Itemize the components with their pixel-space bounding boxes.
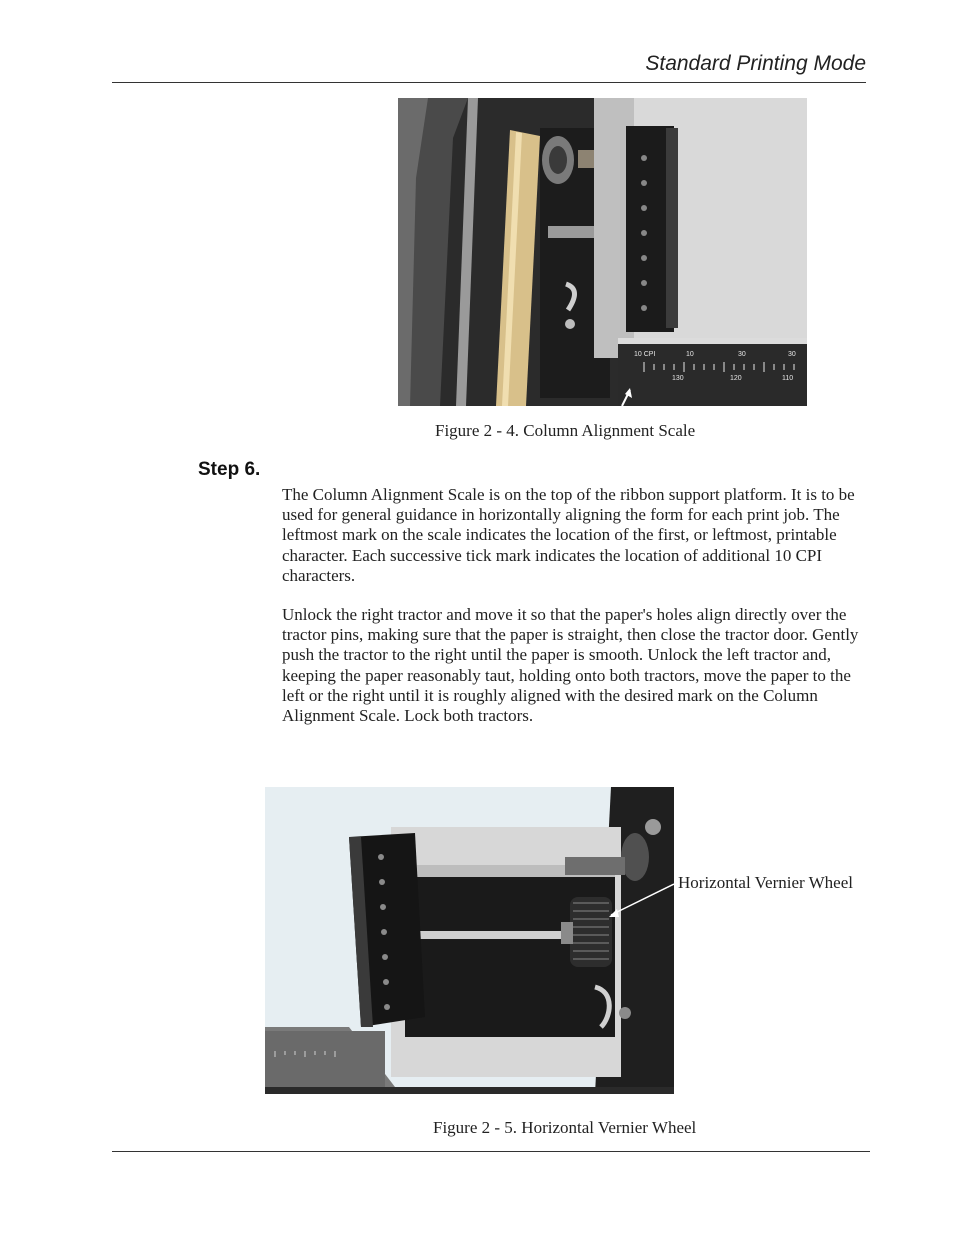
figure-column-alignment-photo (398, 98, 807, 406)
figure-vernier-wheel-photo (265, 787, 674, 1094)
scale-label-10cpi: 10 CPI (634, 351, 656, 358)
paragraph-tractor-instructions: Unlock the right tractor and move it so that the paper's holes align directly over the tractor pins, making sure that the paper is straight, then close the tractor door. Gently push the tractor to the right until the paper is smooth. Unlock the left tractor and, keeping the paper reasonably taut, holding onto both tractors, move the paper to the left or the right until it is roughly aligned with the desired mark on the Column Alignment Scale. Lock both tractors. (282, 605, 859, 726)
scale-label-bottom-1: 130 (672, 375, 684, 382)
scale-label-top-4: 30 (788, 351, 796, 358)
scale-label-top-3: 30 (738, 351, 746, 358)
scale-label-top-2: 10 (686, 351, 694, 358)
footer-rule (112, 1151, 870, 1152)
figure-2-5-caption: Figure 2 - 5. Horizontal Vernier Wheel (433, 1118, 697, 1137)
paragraph-scale-description: The Column Alignment Scale is on the top of the ribbon support platform. It is to be used for general guidance in horizontally aligning the form for each print job. The leftmost mark on the scale indicates the location of the first, or leftmost, printable character. Each successive tick mark indicates the location of additional 10 CPI characters. (282, 485, 855, 585)
scale-label-bottom-2: 120 (730, 375, 742, 382)
step-heading: Step 6. (198, 459, 261, 480)
scale-label-bottom-3: 110 (782, 375, 794, 382)
header-rule (112, 82, 866, 83)
figure-2-4-caption: Figure 2 - 4. Column Alignment Scale (435, 421, 696, 440)
page-header-title: Standard Printing Mode (645, 52, 866, 75)
vernier-wheel-callout: Horizontal Vernier Wheel (678, 873, 853, 892)
